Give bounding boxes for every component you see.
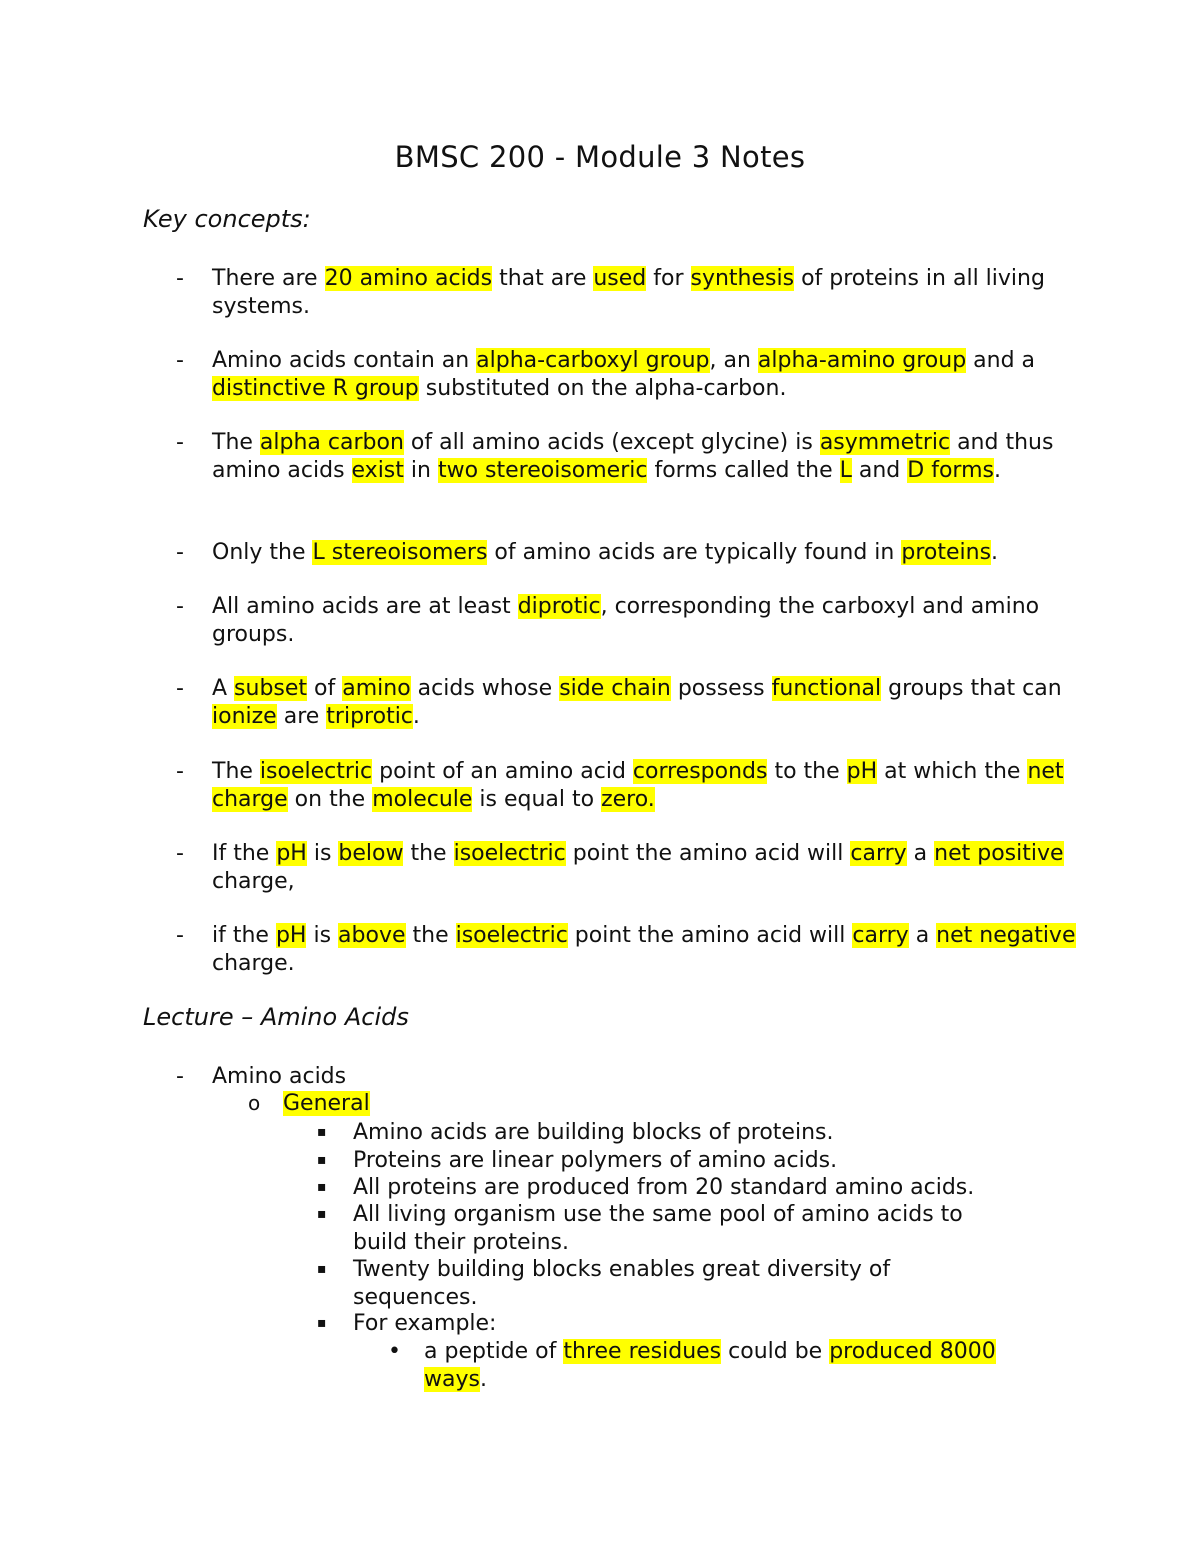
plain-text: of proteins in all living systems. [212, 266, 1045, 319]
highlighted-text: produced 8000 ways [424, 1339, 996, 1392]
key-concept-text [212, 676, 1062, 729]
key-concept-item [176, 347, 1082, 402]
plain-text: that are [492, 266, 594, 291]
highlighted-text: pH [846, 759, 878, 784]
plain-text: , an [709, 348, 758, 373]
highlighted-text: corresponds [632, 759, 768, 784]
plain-text: a [906, 841, 935, 866]
plain-text: point the amino acid will [567, 923, 853, 948]
key-concept-text [212, 594, 1039, 647]
highlighted-text: three residues [563, 1339, 722, 1364]
highlighted-text: 20 amino acids [324, 266, 493, 291]
plain-text: the [405, 923, 456, 948]
plain-text: charge, [212, 868, 295, 894]
square-bullet: ▪ [317, 1261, 327, 1277]
lecture-item-label: Amino acids [212, 1064, 347, 1089]
plain-text: is equal to [472, 786, 602, 812]
highlighted-text: triprotic [326, 703, 413, 729]
key-concept-item [176, 922, 1082, 977]
highlighted-text: diprotic [517, 594, 601, 619]
highlighted-text: net negative [936, 923, 1076, 948]
highlighted-text: pH [276, 841, 307, 866]
highlighted-text: L stereoisomers [312, 540, 488, 565]
plain-text: possess [670, 676, 772, 701]
highlighted-text: isoelectric [259, 759, 373, 784]
square-bullet: ▪ [317, 1124, 327, 1140]
point-text: Proteins are linear polymers of amino acids. [353, 1148, 838, 1173]
square-bullet: ▪ [317, 1206, 327, 1222]
plain-text: is [306, 923, 339, 948]
key-concept-item [176, 265, 1082, 320]
highlighted-text: functional [771, 676, 882, 701]
key-concepts-heading: Key concepts: [143, 205, 311, 233]
plain-text: point the amino acid will [565, 841, 851, 866]
highlighted-text: carry [850, 841, 907, 866]
dash-bullet: - [176, 266, 184, 291]
highlighted-text: isoelectric [455, 923, 568, 948]
dot-bullet: • [388, 1339, 401, 1364]
highlighted-text: distinctive R group [212, 375, 419, 401]
dash-bullet: - [176, 676, 184, 701]
key-concept-text [212, 430, 1053, 483]
highlighted-text: isoelectric [453, 841, 566, 866]
plain-text: if the [212, 923, 276, 948]
highlighted-text: D forms [907, 457, 994, 483]
dash-bullet: - [176, 923, 184, 948]
plain-text: for [646, 266, 691, 291]
plain-text: at which the [877, 759, 1028, 784]
highlighted-text: ionize [212, 703, 277, 729]
plain-text: of amino acids are typically found in [487, 540, 902, 565]
key-concept-item [176, 593, 1082, 648]
point-text: All proteins are produced from 20 standard amino acids. [353, 1175, 975, 1200]
point-item [317, 1174, 993, 1202]
highlighted-text: carry [852, 923, 909, 948]
key-concept-text [212, 266, 1045, 319]
key-concept-item [176, 429, 1082, 484]
plain-text: Amino acids contain an [212, 348, 477, 373]
dash-bullet: - [176, 841, 184, 866]
plain-text: point of an amino acid [372, 759, 633, 784]
point-text: Twenty building blocks enables great diversity of sequences. [353, 1257, 891, 1310]
plain-text: The [212, 430, 260, 455]
plain-text: a peptide of [424, 1339, 564, 1364]
plain-text: is [306, 841, 339, 866]
dash-bullet: - [176, 594, 184, 619]
plain-text: the [403, 841, 454, 866]
plain-text: of all amino acids (except glycine) is [403, 430, 820, 455]
dash-bullet: - [176, 430, 184, 455]
point-text: Amino acids are building blocks of proteins. [353, 1120, 834, 1145]
plain-text: . [479, 1366, 487, 1392]
plain-text: groups that can [881, 676, 1062, 701]
key-concept-text [212, 540, 998, 565]
dash-bullet: - [176, 540, 184, 565]
plain-text: A [212, 676, 235, 701]
key-concept-text [212, 759, 1064, 812]
key-concept-text [212, 841, 1064, 894]
highlighted-text: pH [275, 923, 307, 948]
highlighted-text: amino [342, 676, 411, 701]
plain-text: to the [767, 759, 847, 784]
highlighted-text: L [839, 457, 852, 483]
lecture-heading: Lecture – Amino Acids [143, 1003, 409, 1031]
point-item [317, 1147, 993, 1175]
plain-text: and thus amino acids [212, 430, 1054, 483]
plain-text: . [991, 540, 999, 565]
highlighted-text: synthesis [690, 266, 795, 291]
square-bullet: ▪ [317, 1152, 327, 1168]
plain-text: If the [212, 841, 277, 866]
plain-text: . [412, 703, 420, 729]
highlighted-text: below [338, 841, 404, 866]
plain-text: , corresponding the carboxyl and amino groups. [212, 594, 1040, 647]
plain-text: There are [212, 266, 325, 291]
example-text [424, 1339, 996, 1392]
highlighted-text: used [593, 266, 647, 291]
example-item [388, 1338, 1054, 1393]
point-item [317, 1201, 993, 1256]
highlighted-text: zero. [601, 786, 655, 812]
lecture-item [176, 1063, 1082, 1091]
key-concept-item [176, 675, 1082, 730]
plain-text: a [908, 923, 937, 948]
plain-text: The [212, 759, 260, 784]
point-item [317, 1256, 993, 1311]
plain-text: . [993, 457, 1001, 483]
point-text: All living organism use the same pool of amino acids to build their proteins. [353, 1202, 963, 1255]
square-bullet: ▪ [317, 1315, 327, 1331]
sub-item-label: General [283, 1091, 370, 1116]
plain-text: charge. [212, 950, 295, 976]
highlighted-text: two stereoisomeric [437, 457, 648, 483]
dash-bullet: - [176, 759, 184, 784]
point-text: For example: [353, 1311, 497, 1336]
highlighted-text: alpha carbon [259, 430, 404, 455]
plain-text: in [403, 457, 438, 483]
key-concept-item [176, 539, 1082, 567]
highlighted-text: alpha-amino group [757, 348, 967, 373]
highlighted-text: subset [234, 676, 308, 701]
plain-text: Only the [212, 540, 313, 565]
dash-bullet: - [176, 348, 184, 373]
sub-item-general [248, 1090, 370, 1118]
plain-text: All amino acids are at least [212, 594, 518, 619]
highlighted-text: molecule [372, 786, 473, 812]
plain-text: and a [966, 348, 1036, 373]
key-concept-item [176, 758, 1082, 813]
document-title: BMSC 200 - Module 3 Notes [394, 140, 806, 174]
plain-text: and [851, 457, 908, 483]
dash-bullet: - [176, 1064, 184, 1089]
key-concept-item [176, 840, 1082, 895]
point-item [317, 1119, 993, 1147]
key-concept-text [212, 923, 1076, 976]
plain-text: forms called the [647, 457, 840, 483]
highlighted-text: asymmetric [819, 430, 951, 455]
plain-text: on the [287, 786, 373, 812]
highlighted-text: side chain [559, 676, 671, 701]
highlighted-text: net positive [934, 841, 1064, 866]
square-bullet: ▪ [317, 1179, 327, 1195]
highlighted-text: net charge [212, 759, 1064, 812]
circle-bullet: o [248, 1091, 261, 1115]
point-item [317, 1310, 993, 1338]
highlighted-text: above [338, 923, 406, 948]
plain-text: of [307, 676, 343, 701]
plain-text: could be [721, 1339, 830, 1364]
plain-text: acids whose [410, 676, 560, 701]
highlighted-text: exist [351, 457, 404, 483]
key-concept-text [212, 348, 1035, 401]
highlighted-text: alpha-carboxyl group [476, 348, 710, 373]
plain-text: are [276, 703, 327, 729]
plain-text: substituted on the alpha-carbon. [418, 375, 787, 401]
highlighted-text: proteins [901, 540, 992, 565]
